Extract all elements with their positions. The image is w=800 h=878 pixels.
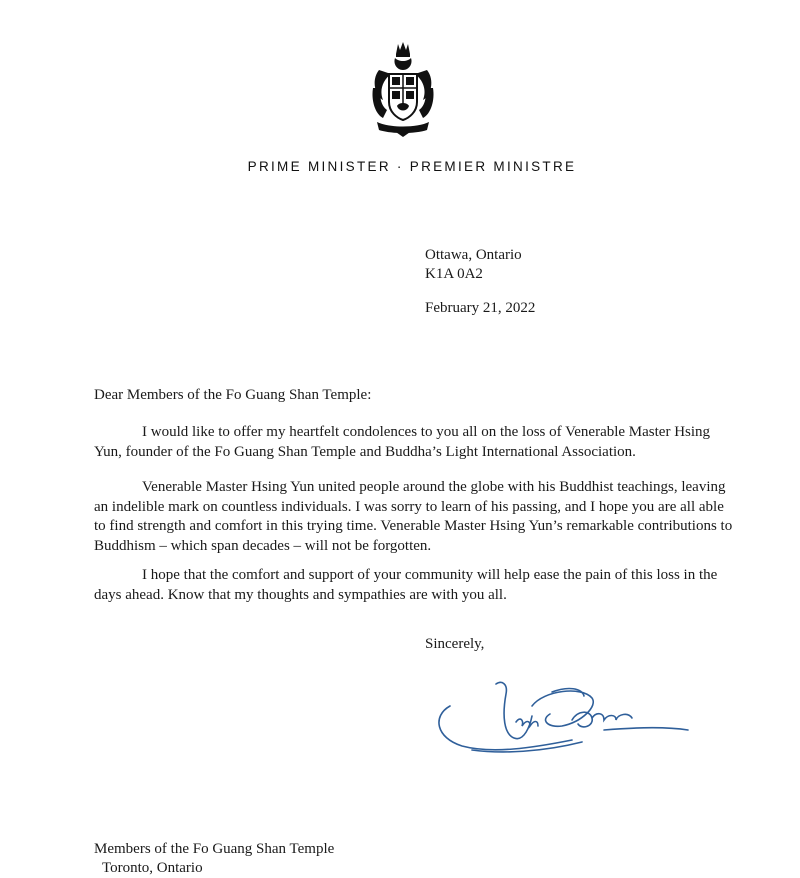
sender-address-line1: Ottawa, Ontario: [425, 247, 522, 263]
sender-address: [425, 246, 522, 284]
body-paragraph-2-text: Venerable Master Hsing Yun united people around the globe with his Buddhist teachings, leaving an indelible mark on countless individuals. I was sorry to learn of his passing, and I hope you are all able to find strength and comfort in this trying time. Venerable Master Hsing Yun’s remarkable contributions to Buddhism – which span decades – will not be forgotten.: [94, 479, 733, 554]
body-paragraph-3-text: I hope that the comfort and support of your community will help ease the pain of this loss in the days ahead. Know that my thoughts and sympathies are with you all.: [94, 567, 718, 603]
closing: Sincerely,: [425, 636, 485, 652]
letter-date: February 21, 2022: [425, 300, 536, 316]
sender-address-line2: K1A 0A2: [425, 266, 483, 282]
recipient-name: Members of the Fo Guang Shan Temple: [94, 841, 335, 857]
body-paragraph-1-text: I would like to offer my heartfelt condolences to you all on the loss of Venerable Master Hsing Yun, founder of the Fo Guang Shan Temple and Buddha’s Light International Association.: [94, 424, 711, 460]
body-paragraph-1: [94, 423, 734, 462]
body-paragraph-2: [94, 478, 734, 556]
body-paragraph-3: [94, 566, 734, 605]
recipient-address: [94, 840, 334, 878]
coat-of-arms-icon: [369, 40, 437, 138]
salutation: Dear Members of the Fo Guang Shan Temple:: [94, 387, 372, 403]
office-title: PRIME MINISTER · PREMIER MINISTRE: [247, 159, 577, 174]
recipient-city: Toronto, Ontario: [102, 860, 203, 876]
handwritten-signature-icon: [432, 676, 692, 756]
